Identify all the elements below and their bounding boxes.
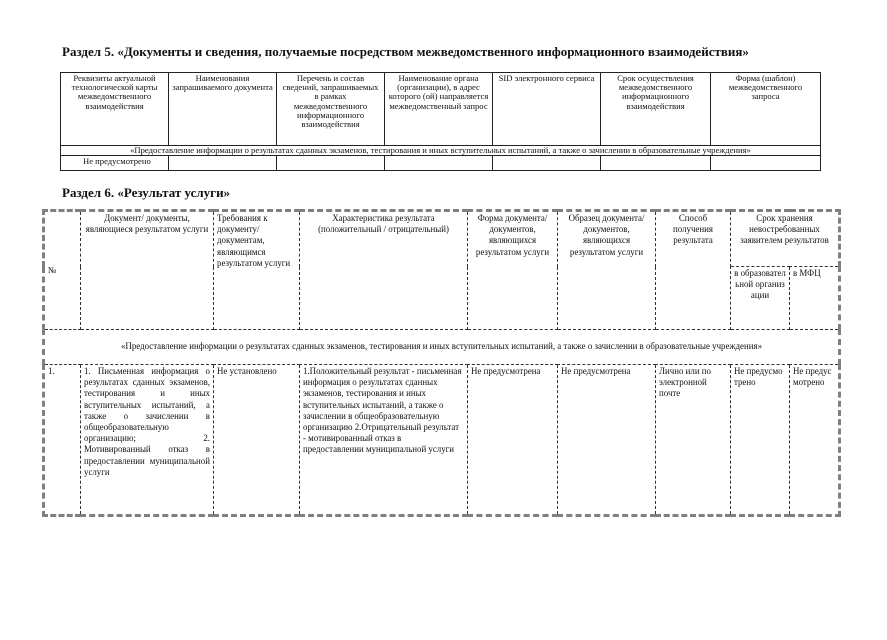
s5-header-info-list: Перечень и состав сведений, запрашиваемых в рамках межведомственного информационного взаимодействия xyxy=(277,73,385,146)
s6-header-number: № xyxy=(44,211,81,330)
section5-service-row xyxy=(61,146,821,156)
s5-header-term: Срок осуществления межведомственного информационного взаимодействия xyxy=(601,73,711,146)
s6-header-requirements: Требования к документу/ документам, являющимся результатом услуги xyxy=(214,211,300,330)
s6-header-characteristic: Характеристика результата (положительный / отрицательный) xyxy=(300,211,468,330)
section6-header-row xyxy=(44,211,840,267)
s5-cell-document-name xyxy=(169,156,277,171)
s6-cell-storage-org: Не предусмотрено xyxy=(731,365,790,516)
s5-cell-sid xyxy=(493,156,601,171)
section6-service-row xyxy=(44,330,840,365)
s5-cell-info-list xyxy=(277,156,385,171)
s6-header-method: Способ получения результата xyxy=(656,211,731,330)
s6-header-sample: Образец документа/ документов, являющихся результатом услуги xyxy=(558,211,656,330)
s5-cell-agency xyxy=(385,156,493,171)
s6-header-document: Документ/ документы, являющиеся результатом услуги xyxy=(81,211,214,330)
s6-header-form: Форма документа/ документов, являющихся результатом услуги xyxy=(468,211,558,330)
section6-title: Раздел 6. «Результат услуги» xyxy=(62,185,231,200)
section6-table xyxy=(42,209,841,517)
s5-header-document-name: Наименования запрашиваемого документа xyxy=(169,73,277,146)
s5-header-requisites: Реквизиты актуальной технологической карты межведомственного взаимодействия xyxy=(61,73,169,146)
s5-header-form: Форма (шаблон) межведомственного запроса xyxy=(711,73,821,146)
s5-header-sid: SID электронного сервиса xyxy=(493,73,601,146)
s5-service-name: «Предоставление информации о результатах сданных экзаменов, тестирования и иных вступительных испытаний, а также о зачислении в образовательные учреждения» xyxy=(61,146,821,156)
s6-cell-requirements: Не установлено xyxy=(214,365,300,516)
s6-cell-document: 1. Письменная информация о результатах сданных экзаменов, тестирования и иных вступительных испытаний, а также о зачислении в общеобразовательную организацию; 2. Мотивированный отказ в предоставлении муниципальной услуги xyxy=(81,365,214,516)
table-row xyxy=(61,156,821,171)
section5-title: Раздел 5. «Документы и сведения, получаемые посредством межведомственного информационного взаимодействия» xyxy=(62,44,749,59)
s6-cell-storage-mfc: Не предусмотрено xyxy=(790,365,840,516)
section5-table xyxy=(60,72,821,171)
s6-service-name: «Предоставление информации о результатах сданных экзаменов, тестирования и иных вступительных испытаний, а также о зачислении в образовательные учреждения» xyxy=(44,330,840,365)
s6-cell-form: Не предусмотрена xyxy=(468,365,558,516)
s5-cell-term xyxy=(601,156,711,171)
s6-header-storage: Срок хранения невостребованных заявителем результатов xyxy=(731,211,840,267)
s5-header-agency: Наименование органа (организации), в адрес которого (ой) направляется межведомственный запрос xyxy=(385,73,493,146)
s6-cell-sample: Не предусмотрена xyxy=(558,365,656,516)
s6-cell-number: 1. xyxy=(44,365,81,516)
s6-header-storage-org: в образовательной организации xyxy=(731,267,790,330)
s6-header-storage-mfc: в МФЦ xyxy=(790,267,840,330)
section5-header-row xyxy=(61,73,821,146)
s6-cell-characteristic: 1.Положительный результат - письменная информация о результатах сданных экзаменов, тестирования и иных вступительных испытаний, а также о зачислении в общеобразовательную организацию 2.Отрицательный результат - мотивированный отказ в предоставлении муниципальной услуги xyxy=(300,365,468,516)
s6-cell-method: Лично или по электронной почте xyxy=(656,365,731,516)
s5-cell-form xyxy=(711,156,821,171)
table-row xyxy=(44,365,840,516)
s5-cell-requisites: Не предусмотрено xyxy=(61,156,169,171)
